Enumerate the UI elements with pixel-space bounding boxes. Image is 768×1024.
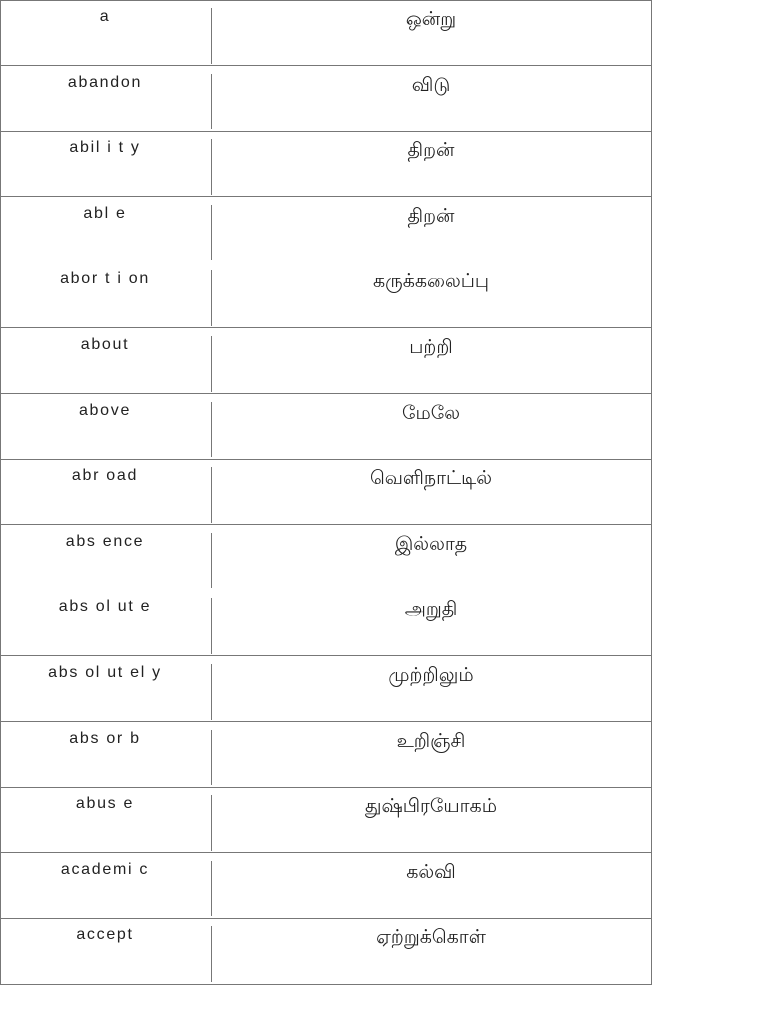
column-divider bbox=[211, 664, 212, 720]
tamil-translation: கல்வி bbox=[406, 860, 456, 883]
column-divider bbox=[211, 795, 212, 851]
column-divider bbox=[211, 533, 212, 589]
tamil-translation: முற்றிலும் bbox=[388, 664, 474, 686]
english-word: abs or b bbox=[69, 729, 141, 747]
english-word: about bbox=[80, 336, 130, 353]
column-divider bbox=[211, 730, 212, 786]
column-divider bbox=[211, 139, 212, 195]
column-divider bbox=[211, 598, 212, 654]
table-row bbox=[0, 197, 651, 263]
tamil-translation: ஒன்று bbox=[405, 8, 457, 30]
english-word: abandon bbox=[67, 73, 143, 91]
table-row bbox=[0, 66, 651, 132]
tamil-translation: திறன் bbox=[407, 204, 455, 227]
column-divider bbox=[211, 861, 212, 917]
column-divider bbox=[211, 336, 212, 392]
english-word: abr oad bbox=[71, 467, 139, 485]
table-row bbox=[0, 722, 651, 788]
table-row bbox=[0, 262, 651, 328]
table-row bbox=[0, 0, 651, 66]
table-row bbox=[0, 590, 651, 656]
column-divider bbox=[211, 926, 212, 982]
english-word: above bbox=[78, 401, 132, 419]
table-row bbox=[0, 787, 651, 853]
column-divider bbox=[211, 402, 212, 458]
table-row bbox=[0, 328, 651, 394]
table-row bbox=[0, 459, 651, 525]
column-divider bbox=[211, 205, 212, 261]
english-word: abs ol ut e bbox=[58, 598, 152, 616]
table-row bbox=[0, 918, 651, 984]
table-row bbox=[0, 131, 651, 197]
column-divider bbox=[211, 467, 212, 523]
tamil-translation: கருக்கலைப்பு bbox=[372, 270, 490, 293]
tamil-translation: உறிஞ்சி bbox=[396, 729, 466, 752]
english-word: academi c bbox=[60, 860, 150, 878]
english-word: abor t i on bbox=[60, 270, 150, 288]
tamil-translation: திறன் bbox=[407, 139, 455, 162]
english-word: a bbox=[99, 8, 111, 25]
table-row bbox=[0, 853, 651, 919]
english-word: abs ence bbox=[65, 532, 145, 550]
tamil-translation: பற்றி bbox=[409, 336, 453, 358]
column-divider bbox=[211, 74, 212, 130]
english-word: abus e bbox=[75, 795, 135, 813]
english-word: abil i t y bbox=[69, 139, 141, 157]
english-word: abs ol ut el y bbox=[48, 664, 162, 681]
tamil-translation: மேலே bbox=[401, 401, 461, 424]
tamil-translation: அறுதி bbox=[404, 598, 458, 621]
table-row bbox=[0, 394, 651, 460]
column-divider bbox=[211, 270, 212, 326]
tamil-translation: இல்லாத bbox=[394, 532, 468, 555]
tamil-translation: விடு bbox=[411, 73, 451, 96]
table-row bbox=[0, 525, 651, 591]
table-row bbox=[0, 656, 651, 722]
column-divider bbox=[211, 8, 212, 64]
english-word: accept bbox=[76, 926, 134, 944]
tamil-translation: வெளிநாட்டில் bbox=[369, 467, 493, 490]
english-word: abl e bbox=[83, 204, 127, 222]
tamil-translation: துஷ்பிரயோகம் bbox=[364, 795, 498, 818]
tamil-translation: ஏற்றுக்கொள் bbox=[376, 926, 486, 949]
